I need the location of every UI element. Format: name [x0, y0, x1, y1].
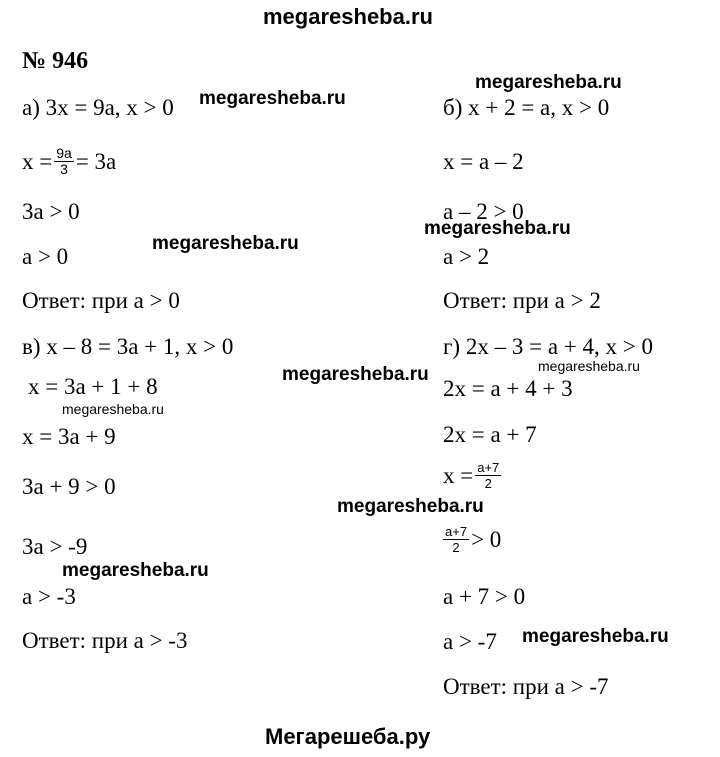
watermark: megaresheba.ru — [475, 72, 622, 93]
part-g-line-2: 2x = a + 4 + 3 — [443, 376, 573, 401]
part-v-answer: Ответ: при a > -3 — [22, 628, 188, 653]
watermark: megaresheba.ru — [522, 626, 669, 647]
part-b-line-2: x = a – 2 — [443, 149, 524, 174]
part-v-line-3: x = 3a + 9 — [22, 424, 116, 449]
part-b-answer: Ответ: при a > 2 — [443, 288, 601, 313]
part-a-line-2-prefix: x = — [22, 148, 53, 174]
part-g-line-1: г) 2x – 3 = a + 4, x > 0 — [443, 334, 653, 359]
part-v-line-6: a > -3 — [22, 584, 76, 609]
part-b-line-3: a – 2 > 0 — [443, 199, 524, 224]
fraction-denominator: 2 — [484, 476, 492, 492]
part-g-line-6: a + 7 > 0 — [443, 584, 526, 609]
fraction-numerator: 9a — [56, 145, 72, 162]
watermark: megaresheba.ru — [62, 560, 209, 581]
site-footer: Мегарешеба.ру — [265, 724, 431, 749]
part-v-line-2: x = 3a + 1 + 8 — [28, 374, 158, 399]
fraction-numerator: a+7 — [445, 524, 468, 540]
watermark: megaresheba.ru — [152, 233, 299, 254]
part-a-line-2-suffix: = 3a — [75, 148, 117, 174]
fraction-denominator: 3 — [60, 161, 68, 178]
part-a-line-2 — [22, 146, 116, 177]
part-a-fraction — [54, 146, 74, 177]
watermark: megaresheba.ru — [424, 218, 571, 239]
part-g-fraction-2 — [443, 524, 469, 555]
watermark: megaresheba.ru — [62, 401, 164, 417]
part-g-fraction-1 — [475, 460, 501, 491]
part-g-line-5-suffix: > 0 — [471, 526, 502, 552]
part-g-line-3: 2x = a + 7 — [443, 422, 537, 447]
part-g-line-5 — [441, 524, 501, 555]
part-g-answer: Ответ: при a > -7 — [443, 674, 609, 699]
fraction-numerator: a+7 — [477, 460, 500, 476]
site-header: megaresheba.ru — [263, 4, 433, 29]
part-b-line-4: a > 2 — [443, 244, 490, 269]
part-g-line-4 — [443, 460, 503, 491]
part-a-line-4: a > 0 — [22, 244, 69, 269]
part-b-line-1: б) x + 2 = a, x > 0 — [443, 95, 610, 120]
watermark: megaresheba.ru — [538, 358, 640, 374]
watermark: megaresheba.ru — [199, 88, 346, 109]
problem-number: № 946 — [22, 48, 89, 74]
part-v-line-1: в) x – 8 = 3a + 1, x > 0 — [22, 334, 234, 359]
watermark: megaresheba.ru — [337, 496, 484, 517]
part-a-answer: Ответ: при a > 0 — [22, 288, 180, 313]
part-v-line-5: 3a > -9 — [22, 534, 88, 559]
part-g-line-4-prefix: x = — [443, 462, 474, 488]
watermark: megaresheba.ru — [282, 364, 429, 385]
fraction-denominator: 2 — [452, 540, 460, 556]
part-a-line-3: 3a > 0 — [22, 199, 80, 224]
part-v-line-4: 3a + 9 > 0 — [22, 474, 116, 499]
part-g-line-7: a > -7 — [443, 629, 497, 654]
part-a-line-1: а) 3x = 9a, x > 0 — [22, 95, 174, 120]
